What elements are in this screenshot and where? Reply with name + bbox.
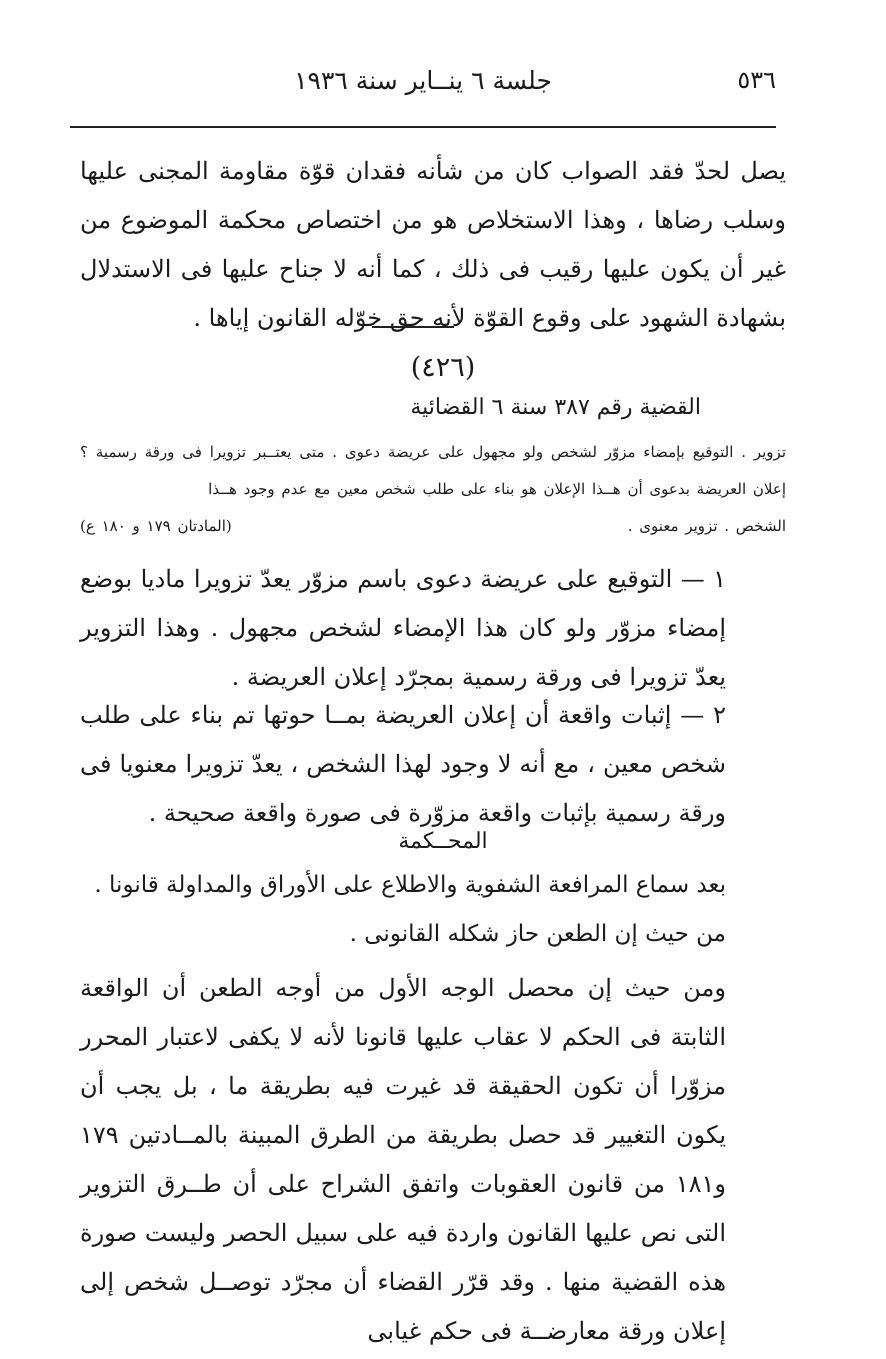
page-header xyxy=(70,60,776,110)
summary-last-line xyxy=(80,508,786,545)
reasoning-paragraph: ومن حيث إن محصل الوجه الأول من أوجه الطعن أن الواقعة الثابتة فى الحكم لا عقاب عليها قانونا لأنه لا يكفى لاعتبار المحرر مزوّرا أن تكون الحقيقة قد غيرت فيه بطريقة ما ، بل يجب أن يكون التغيير قد حصل بطريقة من الطرق المبينة بالمــادتين ١٧٩ و١٨١ من قانون العقوبات واتفق الشراح على أن طــرق التزوير التى نص عليها القانون واردة فيه على سبيل الحصر وليست صورة هذه القضية منها . وقد قرّر القضاء أن مجرّد توصــل شخص إلى إعلان ورقة معارضــة فى حكم غيابى xyxy=(80,974,727,1345)
summary-tail: الشخص . تزوير معنوى . xyxy=(627,517,786,535)
cited-articles: (المادتان ١٧٩ و ١٨٠ ع) xyxy=(80,517,232,535)
running-head: جلسة ٦ ينــاير سنة ١٩٣٦ xyxy=(294,66,552,95)
principle-2: ٢ — إثبات واقعة أن إعلان العريضة بمــا حوتها تم بناء على طلب شخص معين ، مع أنه لا وجود لهذا الشخص ، يعدّ تزويرا معنويا فى ورقة رسمية بإثبات واقعة مزوّرة فى صورة واقعة صحيحة . xyxy=(80,701,726,827)
header-rule xyxy=(70,126,776,128)
summary-text: تزوير . التوقيع بإمضاء مزوّر لشخص ولو مجهول على عريضة دعوى . متى يعتــبر تزويرا فى ورقة رسمية ؟ إعلان العريضة بدعوى أن هــذا الإعلان هو بناء على طلب شخص معين مع عدم وجود هــذا xyxy=(80,443,786,498)
court-heading: المحــكمة xyxy=(398,829,488,854)
previous-paragraph: يصل لحدّ فقد الصواب كان من شأنه فقدان قوّة مقاومة المجنى عليها وسلب رضاها ، وهذا الاستخلاص هو من اختصاص محكمة الموضوع من غير أن يكون عليها رقيب فى ذلك ، كما أنه لا جناح عليها فى الاستدلال بشهادة الشهود على وقوع القوّة لأنه حق خوّله القانون إياها . xyxy=(80,157,786,332)
section-divider xyxy=(372,326,454,328)
case-summary xyxy=(80,434,786,545)
case-title: القضية رقم ٣٨٧ سنة ٦ القضائية xyxy=(410,395,701,420)
principle-1: ١ — التوقيع على عريضة دعوى باسم مزوّر يعدّ تزويرا ماديا بوضع إمضاء مزوّر ولو كان هذا الإمضاء لشخص مجهول . وهذا التزوير يعدّ تزويرا فى ورقة رسمية بمجرّد إعلان العريضة . xyxy=(80,565,726,691)
page-number: ٥٣٦ xyxy=(737,66,776,94)
after-hearing-line: بعد سماع المرافعة الشفوية والاطلاع على الأوراق والمداولة قانونا . xyxy=(94,872,726,898)
form-accepted-line: من حيث إن الطعن حاز شكله القانونى . xyxy=(349,921,726,947)
case-number: (٤٢٦) xyxy=(410,352,476,383)
